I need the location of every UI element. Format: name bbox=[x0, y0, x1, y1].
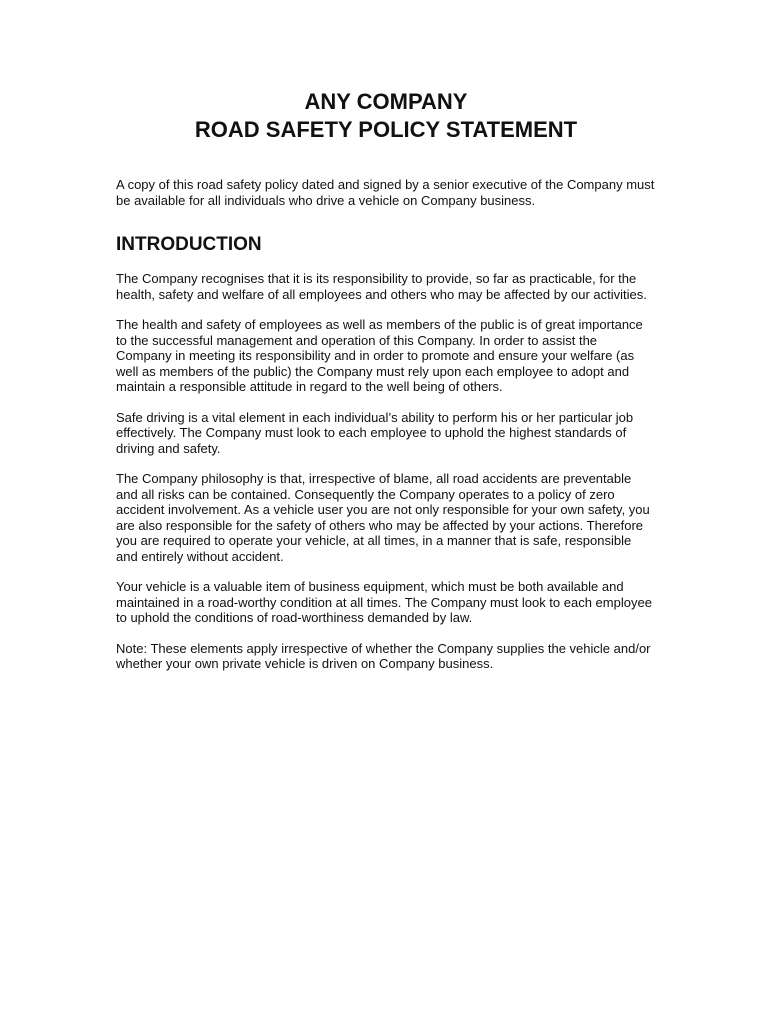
title-company: ANY COMPANY bbox=[304, 89, 468, 114]
document-page bbox=[116, 88, 656, 687]
section-heading-introduction: INTRODUCTION bbox=[116, 234, 262, 255]
paragraph-note: Note: These elements apply irrespective of whether the Company supplies the vehicle and/or whether your own private vehicle is driven on Company business. bbox=[116, 640, 651, 671]
paragraph-safe-driving: Safe driving is a vital element in each individual’s ability to perform his or her particular job effectively. The Company must look to each employee to uphold the highest standards of driving and safety. bbox=[116, 409, 634, 456]
paragraph-responsibility: The Company recognises that it is its responsibility to provide, so far as practicable, for the health, safety and welfare of all employees and others who may be affected by our activities. bbox=[116, 271, 647, 302]
document-title bbox=[116, 88, 656, 144]
intro-note: A copy of this road safety policy dated and signed by a senior executive of the Company must be available for all individuals who drive a vehicle on Company business. bbox=[116, 177, 655, 208]
paragraph-health-safety: The health and safety of employees as well as members of the public is of great importance to the successful management and operation of this Company. In order to assist the Company in meeting its responsibility and in order to promote and ensure your welfare (as well as members of the public) the Company must rely upon each employee to adopt and maintain a responsible attitude in regard to the well being of others. bbox=[116, 317, 643, 394]
paragraph-philosophy: The Company philosophy is that, irrespective of blame, all road accidents are preventable and all risks can be contained. Consequently the Company operates to a policy of zero accident involvement. As a vehicle user you are not only responsible for your own safety, you are also responsible for the safety of others who may be affected by your actions. Therefore you are required to operate your vehicle, at all times, in a manner that is safe, responsible and entirely without accident. bbox=[116, 471, 650, 564]
paragraph-vehicle: Your vehicle is a valuable item of business equipment, which must be both available and maintained in a road-worthy condition at all times. The Company must look to each employee to uphold the conditions of road-worthiness demanded by law. bbox=[116, 579, 652, 625]
title-policy: ROAD SAFETY POLICY STATEMENT bbox=[194, 117, 578, 142]
